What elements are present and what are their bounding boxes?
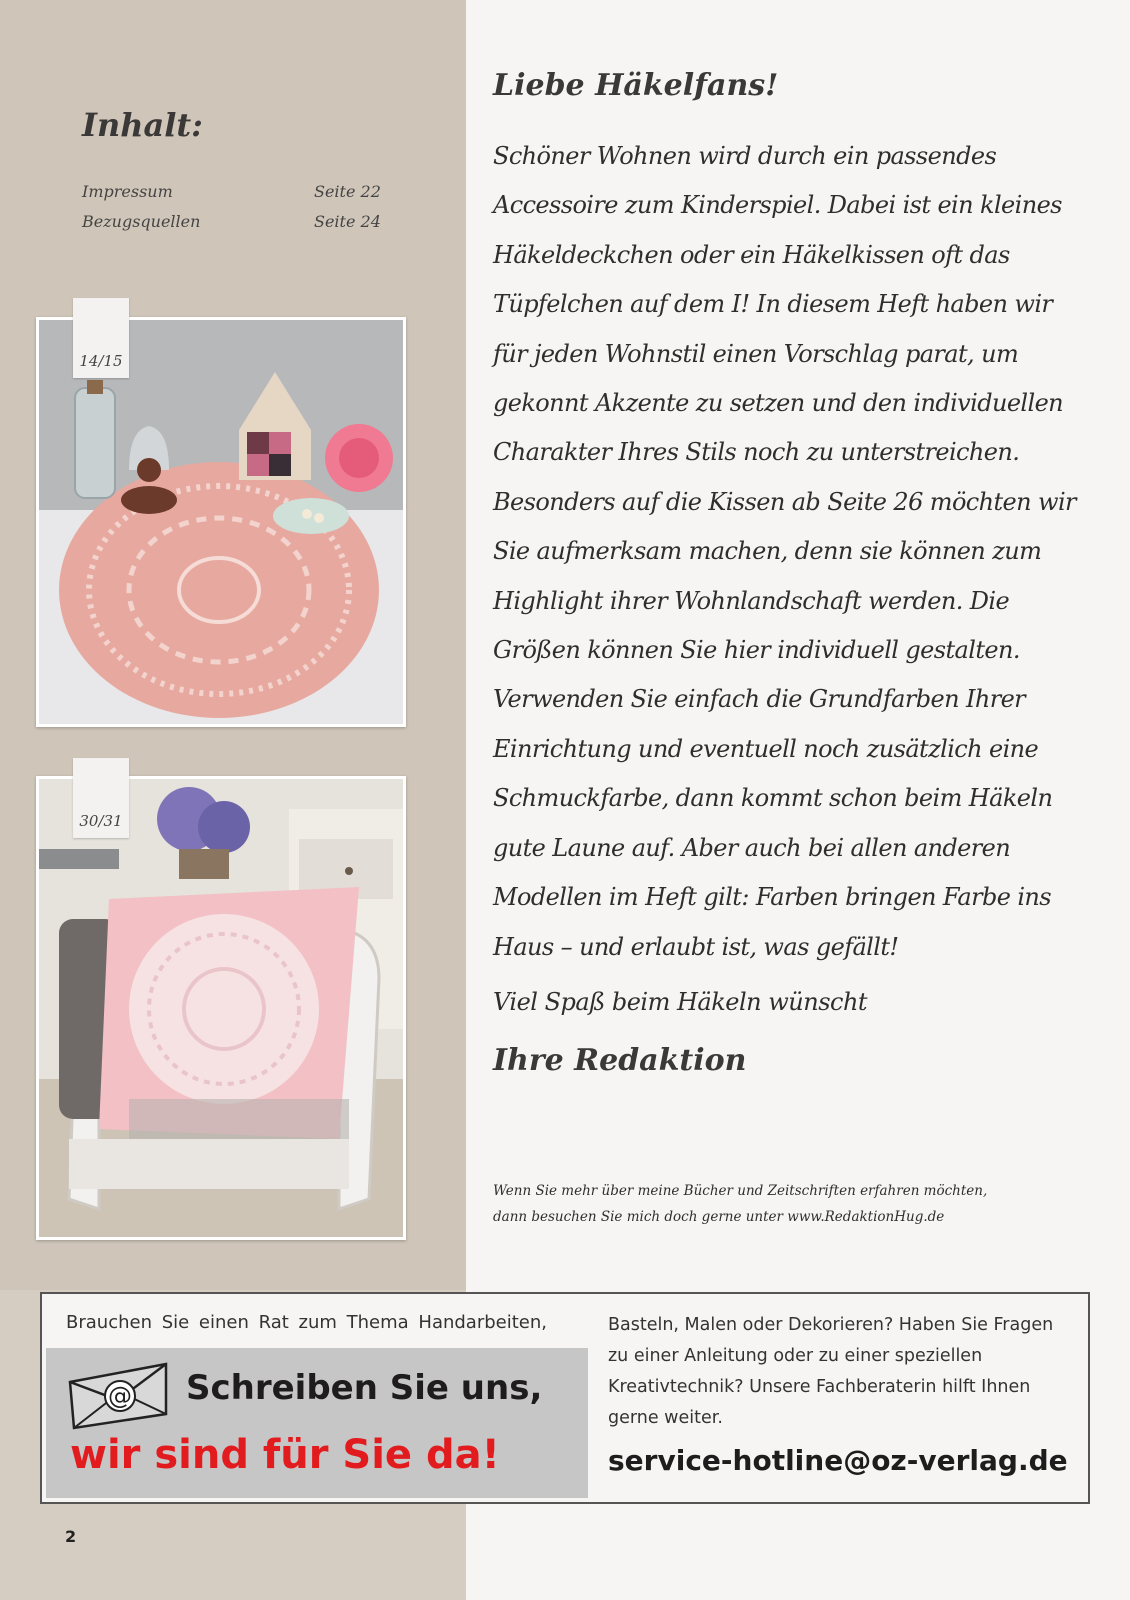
toc-item-label: Bezugsquellen [82, 212, 201, 231]
body-line: Haus – und erlaubt ist, was gefällt! [493, 932, 899, 961]
page-tag [73, 758, 129, 838]
toc-title: Inhalt: [82, 106, 203, 144]
banner-tagline: wir sind für Sie da! [70, 1432, 500, 1478]
body-line: Häkeldeckchen oder ein Häkelkissen oft das [493, 240, 1010, 269]
doily-photo[interactable] [36, 317, 406, 727]
signature: Ihre Redaktion [493, 1043, 747, 1078]
editorial-body [493, 132, 1113, 972]
body-line: gute Laune auf. Aber auch bei allen anderen [493, 833, 1011, 862]
svg-text:@: @ [108, 1382, 132, 1410]
email-link[interactable]: service-hotline@oz-verlag.de [608, 1444, 1068, 1477]
toc-item-page: Seite 24 [314, 212, 381, 231]
body-line: gekonnt Akzente zu setzen und den individuellen [493, 389, 1064, 418]
toc-item-impressum[interactable] [82, 182, 382, 206]
body-line: Größen können Sie hier individuell gestalten. [493, 636, 1020, 665]
toc-item-bezugsquellen[interactable] [82, 212, 382, 236]
body-line: Sie aufmerksam machen, denn sie können zum [493, 537, 1042, 566]
toc-item-page: Seite 22 [314, 182, 381, 201]
toc-item-label: Impressum [82, 182, 173, 201]
website-note [493, 1178, 1093, 1230]
note-line[interactable]: dann besuchen Sie mich doch gerne unter www.RedaktionHug.de [493, 1209, 945, 1225]
page-tag-label: 14/15 [79, 352, 123, 370]
note-line: Wenn Sie mehr über meine Bücher und Zeitschriften erfahren möchten, [493, 1183, 988, 1199]
body-line: Einrichtung und eventuell noch zusätzlich eine [493, 734, 1039, 763]
mail-icon [66, 1360, 172, 1432]
body-line: Highlight ihrer Wohnlandschaft werden. Die [493, 586, 1010, 615]
banner-headline: Schreiben Sie uns, [186, 1368, 543, 1408]
body-line: Accessoire zum Kinderspiel. Dabei ist ein kleines [493, 191, 1062, 220]
service-description: Basteln, Malen oder Dekorieren? Haben Sie Fragen zu einer Anleitung oder zu einer speziellen Kreativtechnik? Unsere Fachberaterin hilft Ihnen gerne weiter. [608, 1315, 1054, 1428]
page-tag [73, 298, 129, 378]
body-line: Charakter Ihres Stils noch zu unterstreichen. [493, 438, 1020, 467]
service-intro: Brauchen Sie einen Rat zum Thema Handarbeiten, [66, 1312, 547, 1333]
contact-banner [46, 1348, 588, 1498]
body-line: Modellen im Heft gilt: Farben bringen Farbe ins [493, 883, 1051, 912]
service-box [40, 1292, 1090, 1504]
body-line: Tüpfelchen auf dem I! In diesem Heft haben wir [493, 290, 1053, 319]
body-line: Schöner Wohnen wird durch ein passendes [493, 142, 997, 170]
body-line: Schmuckfarbe, dann kommt schon beim Häkeln [493, 784, 1053, 813]
editorial-heading: Liebe Häkelfans! [493, 68, 779, 103]
body-line: Besonders auf die Kissen ab Seite 26 möchten wir [493, 487, 1076, 516]
page-number: 2 [65, 1527, 77, 1546]
body-line: für jeden Wohnstil einen Vorschlag parat, um [493, 339, 1019, 368]
body-line: Verwenden Sie einfach die Grundfarben Ihrer [493, 685, 1026, 714]
page-tag-label: 30/31 [79, 812, 123, 830]
cushion-photo[interactable] [36, 776, 406, 1240]
closing-line: Viel Spaß beim Häkeln wünscht [493, 988, 868, 1016]
